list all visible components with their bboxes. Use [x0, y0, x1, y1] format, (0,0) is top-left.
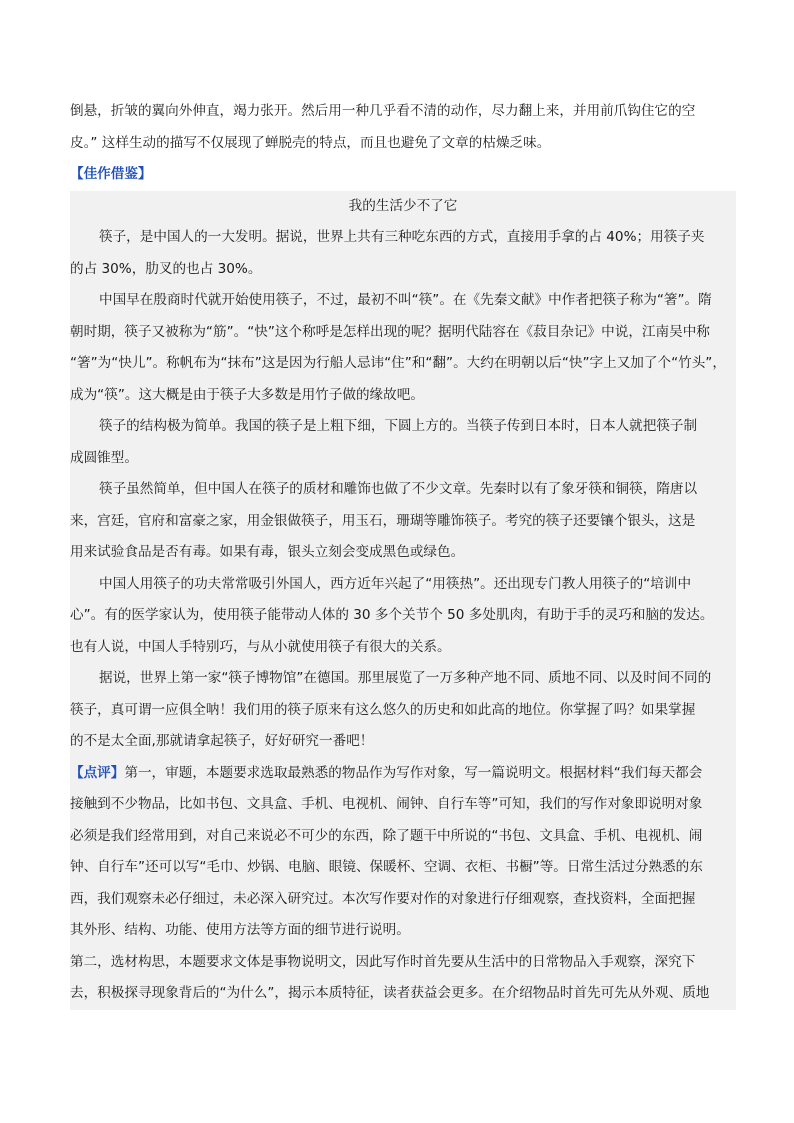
comment-label: 【点评】 — [70, 764, 125, 781]
comment-line — [70, 758, 736, 790]
essay-line: 朝时期，筷子又被称为“筋”。“快”这个称呼是怎样出现的呢？据明代陆容在《菽目杂记》中说，江南吴中称 — [70, 323, 710, 340]
page-content — [70, 96, 736, 1010]
essay-paragraph — [70, 222, 736, 285]
comment-text: 第一，审题，本题要求选取最熟悉的物品作为写作对象，写一篇说明文。根据材料“我们每天都会 — [124, 764, 703, 781]
essay-block — [70, 191, 736, 1010]
essay-line: 中国早在殷商时代就开始使用筷子，不过，最初不叫“筷”。在《先秦文献》中作者把筷子称为“箸”。隋 — [99, 292, 712, 308]
essay-paragraph — [70, 663, 736, 758]
essay-line: 筷子的结构极为简单。我国的筷子是上粗下细，下圆上方的。当筷子传到日本时，日本人就把筷子制 — [99, 418, 698, 434]
essay-line: 筷子，真可谓一应俱全呐！我们用的筷子原来有这么悠久的历史和如此高的地位。你掌握了吗？如果掌握 — [70, 701, 696, 718]
essay-title: 我的生活少不了它 — [348, 197, 458, 214]
comment-line: 接触到不少物品，比如书包、文具盒、手机、电视机、闹钟、自行车等”可知，我们的写作对象即说明对象 — [70, 796, 703, 812]
essay-paragraph — [70, 285, 736, 411]
essay-line: 心”。有的医学家认为，使用筷子能带动人体的 30 多个关节个 50 多处肌肉，有助于手的灵巧和脑的发达。 — [70, 607, 714, 623]
essay-line: 也有人说，中国人手特别巧，与从小就使用筷子有很大的关系。 — [70, 638, 451, 655]
section-heading: 【佳作借鉴】 — [70, 166, 152, 182]
essay-line: 中国人用筷子的功夫常常吸引外国人，西方近年兴起了“用筷热”。还出现专门教人用筷子的“培训中 — [99, 575, 692, 592]
intro-line: 倒悬，折皱的翼向外伸直，竭力张开。然后用一种几乎看不清的动作，尽力翻上来，并用前爪钩住它的空 — [70, 103, 696, 119]
comment-line: 去，积极探寻现象背后的“为什么”，揭示本质特征，读者获益会更多。在介绍物品时首先可先从外观、质地 — [70, 985, 710, 1001]
comment-line: 西，我们观察未必仔细过，未必深入研究过。本次写作要对作的对象进行仔细观察，查找资料，全面把握 — [70, 890, 696, 907]
comment-line: 钟、自行车”还可以写“毛巾、炒锅、电脑、眼镜、保暖杯、空调、衣柜、书橱”等。日常生活过分熟悉的东 — [70, 859, 703, 875]
essay-line: 筷子，是中国人的一大发明。据说，世界上共有三种吃东西的方式，直接用手拿的占 40%；用筷子夹 — [99, 229, 705, 245]
comment-line: 必须是我们经常用到，对自己来说必不可少的东西，除了题干中所说的“书包、文具盒、手机、电视机、闹 — [70, 827, 703, 844]
essay-line: 的不是太全面,那就请拿起筷子，好好研究一番吧！ — [70, 733, 374, 749]
essay-line: 成为“筷”。这大概是由于筷子大多数是用竹子做的缘故吧。 — [70, 386, 424, 403]
essay-paragraph — [70, 569, 736, 664]
comment-line: 第二，选材构思，本题要求文体是事物说明文，因此写作时首先要从生活中的日常物品入手观察，深究下 — [70, 953, 696, 970]
essay-line: 成圆锥型。 — [70, 449, 138, 466]
intro-line: 皮。” 这样生动的描写不仅展现了蝉脱壳的特点，而且也避免了文章的枯燥乏味。 — [70, 134, 551, 151]
essay-line: 据说，世界上第一家“筷子博物馆”在德国。那里展览了一万多种产地不同、质地不同、以及时间不同的 — [99, 670, 712, 686]
essay-line: 用来试验食品是否有毒。如果有毒，银头立刻会变成黑色或绿色。 — [70, 544, 465, 560]
essay-line: “箸”为“快儿”。称帆布为“抹布”这是因为行船人忌讳“住”和“翻”。大约在明朝以后“快”字上又加了个“竹头”， — [70, 355, 726, 371]
essay-paragraph — [70, 411, 736, 474]
essay-line: 筷子虽然简单，但中国人在筷子的质材和雕饰也做了不少文章。先秦时以有了象牙筷和铜筷，隋唐以 — [99, 481, 698, 497]
comment-line: 其外形、结构、功能、使用方法等方面的细节进行说明。 — [70, 922, 410, 938]
essay-line: 的占 30%，肋叉的也占 30%。 — [70, 260, 262, 277]
essay-line: 来，宫廷，官府和富豪之家，用金银做筷子，用玉石，珊瑚等雕饰筷子。考究的筷子还要镶个银头，这是 — [70, 512, 696, 529]
essay-paragraph — [70, 474, 736, 569]
